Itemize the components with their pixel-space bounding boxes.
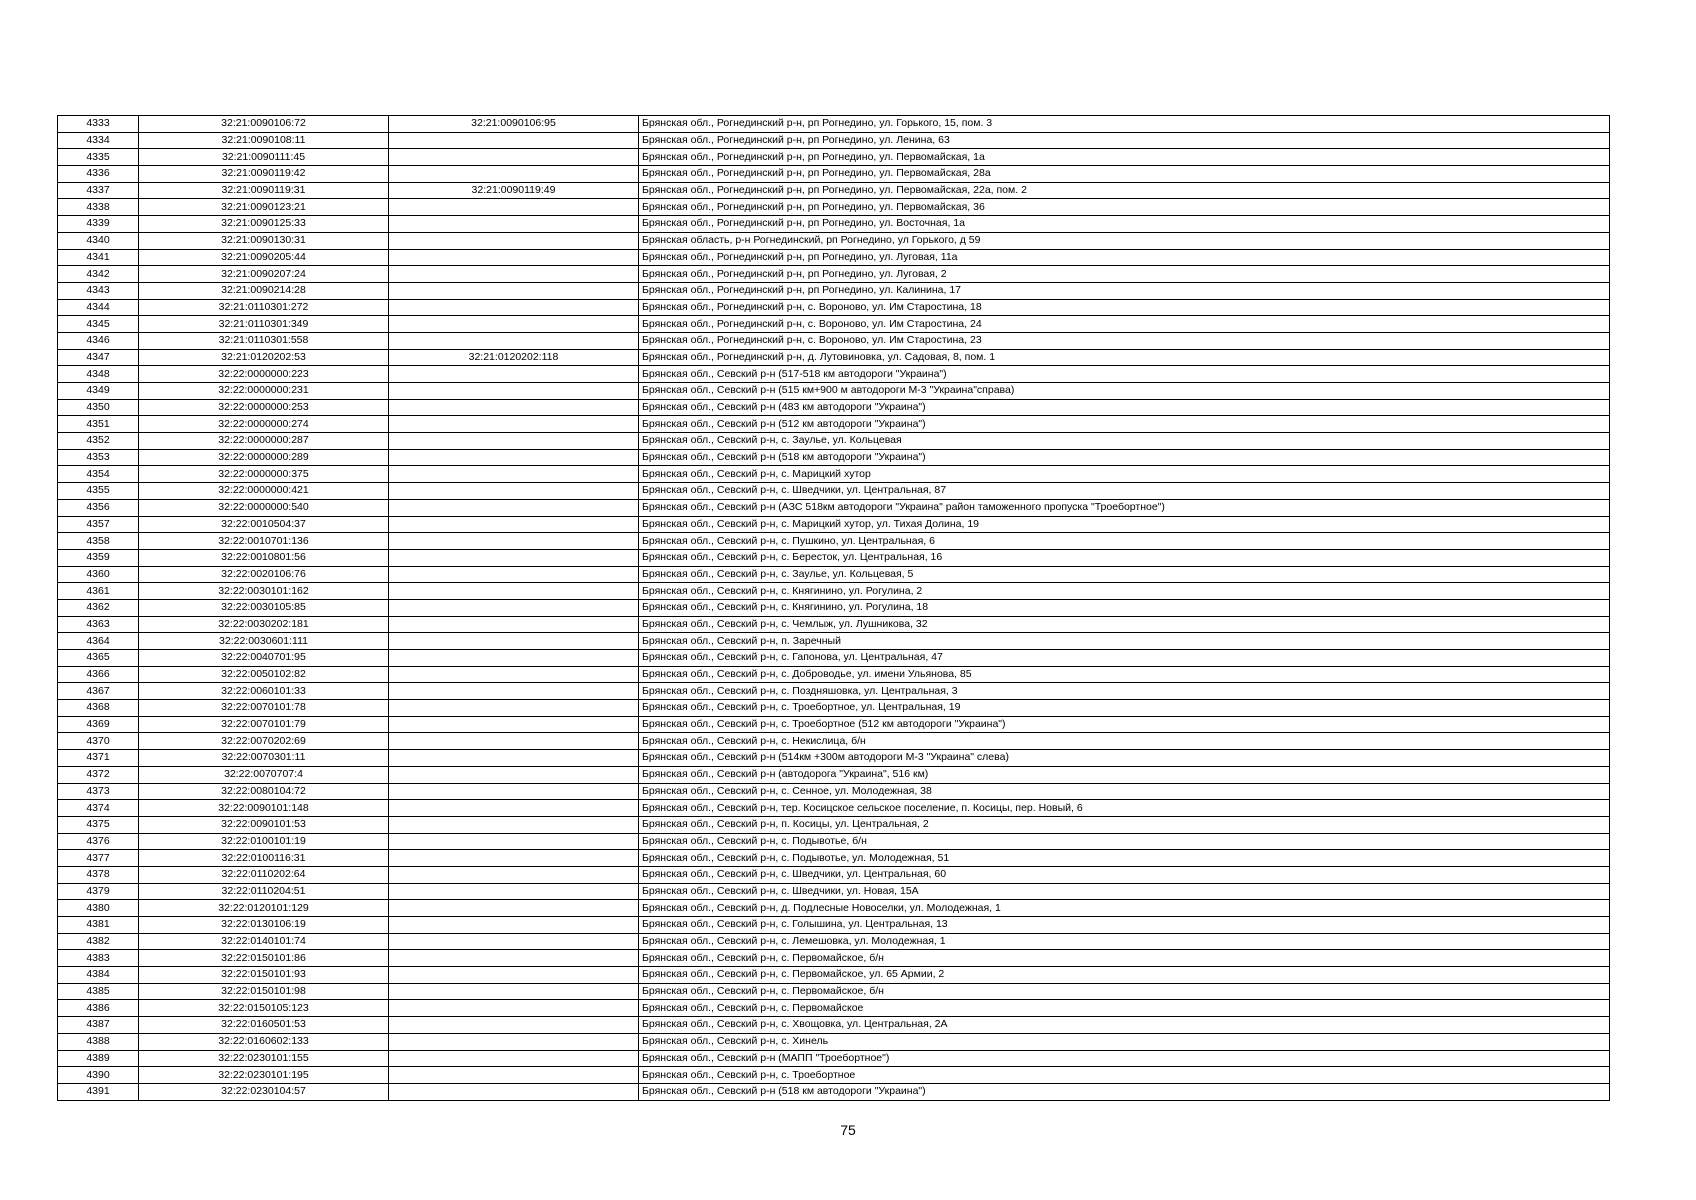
row-number-cell: 4354 bbox=[58, 466, 139, 483]
address-cell: Брянская обл., Севский р-н (483 км автодороги "Украина") bbox=[639, 399, 1610, 416]
cadastral-number-cell: 32:22:0140101:74 bbox=[139, 933, 389, 950]
building-number-cell bbox=[389, 332, 639, 349]
cadastral-number-cell: 32:22:0100116:31 bbox=[139, 850, 389, 867]
cadastral-number-cell: 32:22:0110204:51 bbox=[139, 883, 389, 900]
table-row bbox=[58, 816, 1610, 833]
address-cell: Брянская обл., Севский р-н, с. Шведчики, ул. Центральная, 87 bbox=[639, 483, 1610, 500]
cadastral-number-cell: 32:22:0150105:123 bbox=[139, 1000, 389, 1017]
address-cell: Брянская обл., Севский р-н, с. Подывотье, ул. Молодежная, 51 bbox=[639, 850, 1610, 867]
table-row bbox=[58, 483, 1610, 500]
cadastral-number-cell: 32:21:0090108:11 bbox=[139, 132, 389, 149]
table-row bbox=[58, 917, 1610, 934]
row-number-cell: 4356 bbox=[58, 499, 139, 516]
building-number-cell bbox=[389, 516, 639, 533]
building-number-cell bbox=[389, 950, 639, 967]
row-number-cell: 4361 bbox=[58, 583, 139, 600]
cadastral-number-cell: 32:22:0000000:231 bbox=[139, 383, 389, 400]
cadastral-number-cell: 32:22:0230101:155 bbox=[139, 1050, 389, 1067]
table-row bbox=[58, 116, 1610, 133]
building-number-cell bbox=[389, 416, 639, 433]
cadastral-number-cell: 32:22:0060101:33 bbox=[139, 683, 389, 700]
address-cell: Брянская обл., Рогнединский р-н, рп Рогнедино, ул. Первомайская, 22а, пом. 2 bbox=[639, 182, 1610, 199]
cadastral-number-cell: 32:21:0120202:53 bbox=[139, 349, 389, 366]
cadastral-number-cell: 32:22:0090101:53 bbox=[139, 816, 389, 833]
building-number-cell bbox=[389, 716, 639, 733]
address-cell: Брянская обл., Севский р-н, д. Подлесные Новоселки, ул. Молодежная, 1 bbox=[639, 900, 1610, 917]
address-cell: Брянская обл., Рогнединский р-н, рп Рогнедино, ул. Первомайская, 36 bbox=[639, 199, 1610, 216]
address-cell: Брянская обл., Рогнединский р-н, рп Рогнедино, ул. Луговая, 11а bbox=[639, 249, 1610, 266]
row-number-cell: 4358 bbox=[58, 533, 139, 550]
row-number-cell: 4348 bbox=[58, 366, 139, 383]
row-number-cell: 4386 bbox=[58, 1000, 139, 1017]
table-row bbox=[58, 750, 1610, 767]
building-number-cell bbox=[389, 900, 639, 917]
row-number-cell: 4340 bbox=[58, 232, 139, 249]
table-row bbox=[58, 399, 1610, 416]
row-number-cell: 4371 bbox=[58, 750, 139, 767]
table-row bbox=[58, 349, 1610, 366]
table-row bbox=[58, 1017, 1610, 1034]
row-number-cell: 4341 bbox=[58, 249, 139, 266]
address-cell: Брянская обл., Севский р-н, с. Княгинино, ул. Рогулина, 18 bbox=[639, 599, 1610, 616]
registry-table bbox=[57, 115, 1610, 1101]
table-row bbox=[58, 416, 1610, 433]
address-cell: Брянская обл., Севский р-н, с. Хинель bbox=[639, 1033, 1610, 1050]
cadastral-number-cell: 32:21:0090106:72 bbox=[139, 116, 389, 133]
address-cell: Брянская обл., Севский р-н (518 км автодороги "Украина") bbox=[639, 1083, 1610, 1100]
row-number-cell: 4372 bbox=[58, 766, 139, 783]
building-number-cell bbox=[389, 850, 639, 867]
address-cell: Брянская обл., Севский р-н, с. Голышина, ул. Центральная, 13 bbox=[639, 917, 1610, 934]
row-number-cell: 4352 bbox=[58, 433, 139, 450]
row-number-cell: 4346 bbox=[58, 332, 139, 349]
address-cell: Брянская обл., Севский р-н, с. Княгинино, ул. Рогулина, 2 bbox=[639, 583, 1610, 600]
building-number-cell bbox=[389, 1067, 639, 1084]
table-row bbox=[58, 883, 1610, 900]
cadastral-number-cell: 32:22:0120101:129 bbox=[139, 900, 389, 917]
cadastral-number-cell: 32:22:0030202:181 bbox=[139, 616, 389, 633]
address-cell: Брянская обл., Севский р-н, с. Доброводье, ул. имени Ульянова, 85 bbox=[639, 666, 1610, 683]
cadastral-number-cell: 32:22:0000000:375 bbox=[139, 466, 389, 483]
building-number-cell bbox=[389, 566, 639, 583]
cadastral-number-cell: 32:22:0010504:37 bbox=[139, 516, 389, 533]
address-cell: Брянская обл., Севский р-н, п. Косицы, ул. Центральная, 2 bbox=[639, 816, 1610, 833]
address-cell: Брянская обл., Севский р-н (512 км автодороги "Украина") bbox=[639, 416, 1610, 433]
table-row bbox=[58, 232, 1610, 249]
row-number-cell: 4381 bbox=[58, 917, 139, 934]
table-row bbox=[58, 1083, 1610, 1100]
row-number-cell: 4338 bbox=[58, 199, 139, 216]
address-cell: Брянская обл., Севский р-н, с. Первомайское, б/н bbox=[639, 983, 1610, 1000]
address-cell: Брянская обл., Севский р-н (515 км+900 м автодороги М-3 "Украина"справа) bbox=[639, 383, 1610, 400]
address-cell: Брянская обл., Севский р-н, с. Поздняшовка, ул. Центральная, 3 bbox=[639, 683, 1610, 700]
building-number-cell bbox=[389, 549, 639, 566]
table-row bbox=[58, 633, 1610, 650]
cadastral-number-cell: 32:21:0110301:349 bbox=[139, 316, 389, 333]
row-number-cell: 4362 bbox=[58, 599, 139, 616]
address-cell: Брянская обл., Севский р-н (518 км автодороги "Украина") bbox=[639, 449, 1610, 466]
row-number-cell: 4382 bbox=[58, 933, 139, 950]
building-number-cell bbox=[389, 816, 639, 833]
address-cell: Брянская обл., Севский р-н, с. Пушкино, ул. Центральная, 6 bbox=[639, 533, 1610, 550]
row-number-cell: 4339 bbox=[58, 216, 139, 233]
table-row bbox=[58, 449, 1610, 466]
cadastral-number-cell: 32:22:0150101:93 bbox=[139, 967, 389, 984]
table-row bbox=[58, 499, 1610, 516]
registry-table-body bbox=[58, 116, 1610, 1101]
row-number-cell: 4390 bbox=[58, 1067, 139, 1084]
row-number-cell: 4350 bbox=[58, 399, 139, 416]
cadastral-number-cell: 32:22:0100101:19 bbox=[139, 833, 389, 850]
table-row bbox=[58, 149, 1610, 166]
address-cell: Брянская область, р-н Рогнединский, рп Рогнедино, ул Горького, д 59 bbox=[639, 232, 1610, 249]
table-row bbox=[58, 216, 1610, 233]
table-row bbox=[58, 700, 1610, 717]
building-number-cell bbox=[389, 866, 639, 883]
cadastral-number-cell: 32:22:0150101:98 bbox=[139, 983, 389, 1000]
cadastral-number-cell: 32:21:0090119:31 bbox=[139, 182, 389, 199]
address-cell: Брянская обл., Севский р-н, с. Чемлыж, ул. Лушникова, 32 bbox=[639, 616, 1610, 633]
address-cell: Брянская обл., Севский р-н, с. Троебортное bbox=[639, 1067, 1610, 1084]
building-number-cell bbox=[389, 282, 639, 299]
row-number-cell: 4360 bbox=[58, 566, 139, 583]
address-cell: Брянская обл., Рогнединский р-н, рп Рогнедино, ул. Восточная, 1а bbox=[639, 216, 1610, 233]
cadastral-number-cell: 32:22:0090101:148 bbox=[139, 800, 389, 817]
address-cell: Брянская обл., Севский р-н, с. Первомайское, ул. 65 Армии, 2 bbox=[639, 967, 1610, 984]
table-row bbox=[58, 516, 1610, 533]
cadastral-number-cell: 32:21:0090111:45 bbox=[139, 149, 389, 166]
cadastral-number-cell: 32:22:0020106:76 bbox=[139, 566, 389, 583]
row-number-cell: 4335 bbox=[58, 149, 139, 166]
building-number-cell bbox=[389, 967, 639, 984]
cadastral-number-cell: 32:21:0090130:31 bbox=[139, 232, 389, 249]
address-cell: Брянская обл., Севский р-н, с. Шведчики, ул. Центральная, 60 bbox=[639, 866, 1610, 883]
cadastral-number-cell: 32:22:0030101:162 bbox=[139, 583, 389, 600]
row-number-cell: 4349 bbox=[58, 383, 139, 400]
row-number-cell: 4378 bbox=[58, 866, 139, 883]
row-number-cell: 4353 bbox=[58, 449, 139, 466]
cadastral-number-cell: 32:22:0030601:111 bbox=[139, 633, 389, 650]
building-number-cell bbox=[389, 616, 639, 633]
address-cell: Брянская обл., Севский р-н, с. Сенное, ул. Молодежная, 38 bbox=[639, 783, 1610, 800]
table-row bbox=[58, 733, 1610, 750]
building-number-cell bbox=[389, 917, 639, 934]
row-number-cell: 4377 bbox=[58, 850, 139, 867]
building-number-cell bbox=[389, 599, 639, 616]
address-cell: Брянская обл., Рогнединский р-н, рп Рогнедино, ул. Калинина, 17 bbox=[639, 282, 1610, 299]
row-number-cell: 4387 bbox=[58, 1017, 139, 1034]
address-cell: Брянская обл., Севский р-н, с. Бересток, ул. Центральная, 16 bbox=[639, 549, 1610, 566]
table-row bbox=[58, 299, 1610, 316]
table-row bbox=[58, 249, 1610, 266]
address-cell: Брянская обл., Севский р-н, п. Заречный bbox=[639, 633, 1610, 650]
row-number-cell: 4369 bbox=[58, 716, 139, 733]
cadastral-number-cell: 32:21:0090119:42 bbox=[139, 166, 389, 183]
building-number-cell bbox=[389, 232, 639, 249]
table-row bbox=[58, 783, 1610, 800]
table-row bbox=[58, 666, 1610, 683]
table-row bbox=[58, 583, 1610, 600]
row-number-cell: 4364 bbox=[58, 633, 139, 650]
building-number-cell bbox=[389, 383, 639, 400]
building-number-cell bbox=[389, 499, 639, 516]
address-cell: Брянская обл., Рогнединский р-н, с. Вороново, ул. Им Старостина, 18 bbox=[639, 299, 1610, 316]
table-row bbox=[58, 933, 1610, 950]
cadastral-number-cell: 32:21:0110301:272 bbox=[139, 299, 389, 316]
row-number-cell: 4379 bbox=[58, 883, 139, 900]
row-number-cell: 4388 bbox=[58, 1033, 139, 1050]
table-row bbox=[58, 433, 1610, 450]
address-cell: Брянская обл., Рогнединский р-н, рп Рогнедино, ул. Ленина, 63 bbox=[639, 132, 1610, 149]
building-number-cell bbox=[389, 750, 639, 767]
building-number-cell bbox=[389, 633, 639, 650]
cadastral-number-cell: 32:22:0040701:95 bbox=[139, 650, 389, 667]
building-number-cell bbox=[389, 316, 639, 333]
building-number-cell bbox=[389, 683, 639, 700]
building-number-cell bbox=[389, 650, 639, 667]
table-row bbox=[58, 132, 1610, 149]
cadastral-number-cell: 32:22:0000000:421 bbox=[139, 483, 389, 500]
table-row bbox=[58, 716, 1610, 733]
building-number-cell bbox=[389, 1017, 639, 1034]
building-number-cell bbox=[389, 583, 639, 600]
building-number-cell bbox=[389, 483, 639, 500]
table-row bbox=[58, 533, 1610, 550]
table-row bbox=[58, 833, 1610, 850]
table-row bbox=[58, 1067, 1610, 1084]
table-row bbox=[58, 900, 1610, 917]
address-cell: Брянская обл., Севский р-н, с. Первомайское bbox=[639, 1000, 1610, 1017]
building-number-cell bbox=[389, 883, 639, 900]
row-number-cell: 4334 bbox=[58, 132, 139, 149]
cadastral-number-cell: 32:22:0160501:53 bbox=[139, 1017, 389, 1034]
table-row bbox=[58, 1000, 1610, 1017]
cadastral-number-cell: 32:22:0000000:223 bbox=[139, 366, 389, 383]
building-number-cell bbox=[389, 700, 639, 717]
cadastral-number-cell: 32:22:0150101:86 bbox=[139, 950, 389, 967]
table-row bbox=[58, 850, 1610, 867]
row-number-cell: 4389 bbox=[58, 1050, 139, 1067]
address-cell: Брянская обл., Севский р-н (МАПП "Троебортное") bbox=[639, 1050, 1610, 1067]
address-cell: Брянская обл., Севский р-н, с. Марицкий хутор bbox=[639, 466, 1610, 483]
address-cell: Брянская обл., Севский р-н, с. Подывотье, б/н bbox=[639, 833, 1610, 850]
building-number-cell bbox=[389, 533, 639, 550]
cadastral-number-cell: 32:22:0070202:69 bbox=[139, 733, 389, 750]
cadastral-number-cell: 32:22:0230101:195 bbox=[139, 1067, 389, 1084]
table-row bbox=[58, 766, 1610, 783]
address-cell: Брянская обл., Севский р-н (514км +300м автодороги М-3 "Украина" слева) bbox=[639, 750, 1610, 767]
cadastral-number-cell: 32:22:0000000:540 bbox=[139, 499, 389, 516]
cadastral-number-cell: 32:21:0090214:28 bbox=[139, 282, 389, 299]
building-number-cell bbox=[389, 933, 639, 950]
building-number-cell bbox=[389, 783, 639, 800]
row-number-cell: 4351 bbox=[58, 416, 139, 433]
table-row bbox=[58, 1033, 1610, 1050]
row-number-cell: 4357 bbox=[58, 516, 139, 533]
row-number-cell: 4363 bbox=[58, 616, 139, 633]
address-cell: Брянская обл., Севский р-н, с. Гапонова, ул. Центральная, 47 bbox=[639, 650, 1610, 667]
building-number-cell: 32:21:0090119:49 bbox=[389, 182, 639, 199]
page-number: 75 bbox=[840, 1122, 856, 1138]
table-row bbox=[58, 950, 1610, 967]
cadastral-number-cell: 32:22:0010701:136 bbox=[139, 533, 389, 550]
cadastral-number-cell: 32:22:0130106:19 bbox=[139, 917, 389, 934]
cadastral-number-cell: 32:22:0000000:274 bbox=[139, 416, 389, 433]
building-number-cell bbox=[389, 166, 639, 183]
cadastral-number-cell: 32:21:0090205:44 bbox=[139, 249, 389, 266]
building-number-cell bbox=[389, 983, 639, 1000]
address-cell: Брянская обл., Севский р-н, с. Лемешовка, ул. Молодежная, 1 bbox=[639, 933, 1610, 950]
table-row bbox=[58, 866, 1610, 883]
row-number-cell: 4375 bbox=[58, 816, 139, 833]
address-cell: Брянская обл., Севский р-н, с. Шведчики, ул. Новая, 15А bbox=[639, 883, 1610, 900]
row-number-cell: 4385 bbox=[58, 983, 139, 1000]
cadastral-number-cell: 32:22:0000000:253 bbox=[139, 399, 389, 416]
row-number-cell: 4359 bbox=[58, 549, 139, 566]
address-cell: Брянская обл., Севский р-н, с. Хвощовка, ул. Центральная, 2А bbox=[639, 1017, 1610, 1034]
address-cell: Брянская обл., Рогнединский р-н, с. Вороново, ул. Им Старостина, 24 bbox=[639, 316, 1610, 333]
row-number-cell: 4337 bbox=[58, 182, 139, 199]
building-number-cell bbox=[389, 1083, 639, 1100]
row-number-cell: 4347 bbox=[58, 349, 139, 366]
address-cell: Брянская обл., Рогнединский р-н, рп Рогнедино, ул. Горького, 15, пом. 3 bbox=[639, 116, 1610, 133]
cadastral-number-cell: 32:22:0230104:57 bbox=[139, 1083, 389, 1100]
building-number-cell bbox=[389, 299, 639, 316]
table-row bbox=[58, 316, 1610, 333]
address-cell: Брянская обл., Севский р-н (автодорога "Украина", 516 км) bbox=[639, 766, 1610, 783]
address-cell: Брянская обл., Севский р-н (517-518 км автодороги "Украина") bbox=[639, 366, 1610, 383]
building-number-cell: 32:21:0090106:95 bbox=[389, 116, 639, 133]
row-number-cell: 4383 bbox=[58, 950, 139, 967]
row-number-cell: 4374 bbox=[58, 800, 139, 817]
row-number-cell: 4336 bbox=[58, 166, 139, 183]
building-number-cell bbox=[389, 199, 639, 216]
cadastral-number-cell: 32:22:0050102:82 bbox=[139, 666, 389, 683]
row-number-cell: 4342 bbox=[58, 266, 139, 283]
row-number-cell: 4344 bbox=[58, 299, 139, 316]
table-row bbox=[58, 1050, 1610, 1067]
building-number-cell bbox=[389, 733, 639, 750]
address-cell: Брянская обл., Севский р-н, с. Первомайское, б/н bbox=[639, 950, 1610, 967]
building-number-cell bbox=[389, 149, 639, 166]
building-number-cell bbox=[389, 449, 639, 466]
table-row bbox=[58, 466, 1610, 483]
row-number-cell: 4370 bbox=[58, 733, 139, 750]
table-row bbox=[58, 983, 1610, 1000]
table-row bbox=[58, 182, 1610, 199]
table-row bbox=[58, 383, 1610, 400]
row-number-cell: 4368 bbox=[58, 700, 139, 717]
cadastral-number-cell: 32:22:0070707:4 bbox=[139, 766, 389, 783]
cadastral-number-cell: 32:21:0090123:21 bbox=[139, 199, 389, 216]
building-number-cell bbox=[389, 266, 639, 283]
building-number-cell bbox=[389, 399, 639, 416]
table-row bbox=[58, 800, 1610, 817]
table-row bbox=[58, 599, 1610, 616]
cadastral-number-cell: 32:21:0090207:24 bbox=[139, 266, 389, 283]
table-row bbox=[58, 683, 1610, 700]
row-number-cell: 4366 bbox=[58, 666, 139, 683]
row-number-cell: 4380 bbox=[58, 900, 139, 917]
table-row bbox=[58, 199, 1610, 216]
row-number-cell: 4391 bbox=[58, 1083, 139, 1100]
address-cell: Брянская обл., Севский р-н, с. Некислица, б/н bbox=[639, 733, 1610, 750]
building-number-cell bbox=[389, 366, 639, 383]
building-number-cell bbox=[389, 1033, 639, 1050]
address-cell: Брянская обл., Севский р-н, с. Заулье, ул. Кольцевая, 5 bbox=[639, 566, 1610, 583]
building-number-cell bbox=[389, 666, 639, 683]
building-number-cell bbox=[389, 766, 639, 783]
row-number-cell: 4367 bbox=[58, 683, 139, 700]
cadastral-number-cell: 32:22:0070301:11 bbox=[139, 750, 389, 767]
cadastral-number-cell: 32:22:0110202:64 bbox=[139, 866, 389, 883]
building-number-cell bbox=[389, 1050, 639, 1067]
row-number-cell: 4376 bbox=[58, 833, 139, 850]
building-number-cell bbox=[389, 216, 639, 233]
building-number-cell bbox=[389, 132, 639, 149]
building-number-cell bbox=[389, 1000, 639, 1017]
building-number-cell: 32:21:0120202:118 bbox=[389, 349, 639, 366]
table-row bbox=[58, 549, 1610, 566]
cadastral-number-cell: 32:22:0010801:56 bbox=[139, 549, 389, 566]
cadastral-number-cell: 32:22:0000000:287 bbox=[139, 433, 389, 450]
table-row bbox=[58, 566, 1610, 583]
address-cell: Брянская обл., Севский р-н, с. Троебортное, ул. Центральная, 19 bbox=[639, 700, 1610, 717]
table-row bbox=[58, 166, 1610, 183]
table-row bbox=[58, 282, 1610, 299]
address-cell: Брянская обл., Рогнединский р-н, д. Лутовиновка, ул. Садовая, 8, пом. 1 bbox=[639, 349, 1610, 366]
cadastral-number-cell: 32:21:0090125:33 bbox=[139, 216, 389, 233]
row-number-cell: 4355 bbox=[58, 483, 139, 500]
address-cell: Брянская обл., Севский р-н, с. Заулье, ул. Кольцевая bbox=[639, 433, 1610, 450]
building-number-cell bbox=[389, 800, 639, 817]
row-number-cell: 4333 bbox=[58, 116, 139, 133]
address-cell: Брянская обл., Рогнединский р-н, рп Рогнедино, ул. Первомайская, 28а bbox=[639, 166, 1610, 183]
table-row bbox=[58, 616, 1610, 633]
cadastral-number-cell: 32:22:0070101:78 bbox=[139, 700, 389, 717]
table-row bbox=[58, 266, 1610, 283]
address-cell: Брянская обл., Рогнединский р-н, рп Рогнедино, ул. Первомайская, 1а bbox=[639, 149, 1610, 166]
cadastral-number-cell: 32:22:0030105:85 bbox=[139, 599, 389, 616]
table-row bbox=[58, 967, 1610, 984]
cadastral-number-cell: 32:21:0110301:558 bbox=[139, 332, 389, 349]
building-number-cell bbox=[389, 466, 639, 483]
building-number-cell bbox=[389, 433, 639, 450]
address-cell: Брянская обл., Севский р-н, тер. Косицское сельское поселение, п. Косицы, пер. Новый, 6 bbox=[639, 800, 1610, 817]
cadastral-number-cell: 32:22:0080104:72 bbox=[139, 783, 389, 800]
cadastral-number-cell: 32:22:0160602:133 bbox=[139, 1033, 389, 1050]
row-number-cell: 4365 bbox=[58, 650, 139, 667]
address-cell: Брянская обл., Рогнединский р-н, рп Рогнедино, ул. Луговая, 2 bbox=[639, 266, 1610, 283]
address-cell: Брянская обл., Рогнединский р-н, с. Вороново, ул. Им Старостина, 23 bbox=[639, 332, 1610, 349]
address-cell: Брянская обл., Севский р-н, с. Троебортное (512 км автодороги "Украина") bbox=[639, 716, 1610, 733]
address-cell: Брянская обл., Севский р-н, с. Марицкий хутор, ул. Тихая Долина, 19 bbox=[639, 516, 1610, 533]
cadastral-number-cell: 32:22:0000000:289 bbox=[139, 449, 389, 466]
building-number-cell bbox=[389, 833, 639, 850]
row-number-cell: 4345 bbox=[58, 316, 139, 333]
table-row bbox=[58, 650, 1610, 667]
building-number-cell bbox=[389, 249, 639, 266]
row-number-cell: 4373 bbox=[58, 783, 139, 800]
row-number-cell: 4384 bbox=[58, 967, 139, 984]
table-row bbox=[58, 332, 1610, 349]
address-cell: Брянская обл., Севский р-н (АЗС 518км автодороги "Украина" район таможенного пропуска "Троебортное") bbox=[639, 499, 1610, 516]
table-row bbox=[58, 366, 1610, 383]
cadastral-number-cell: 32:22:0070101:79 bbox=[139, 716, 389, 733]
row-number-cell: 4343 bbox=[58, 282, 139, 299]
